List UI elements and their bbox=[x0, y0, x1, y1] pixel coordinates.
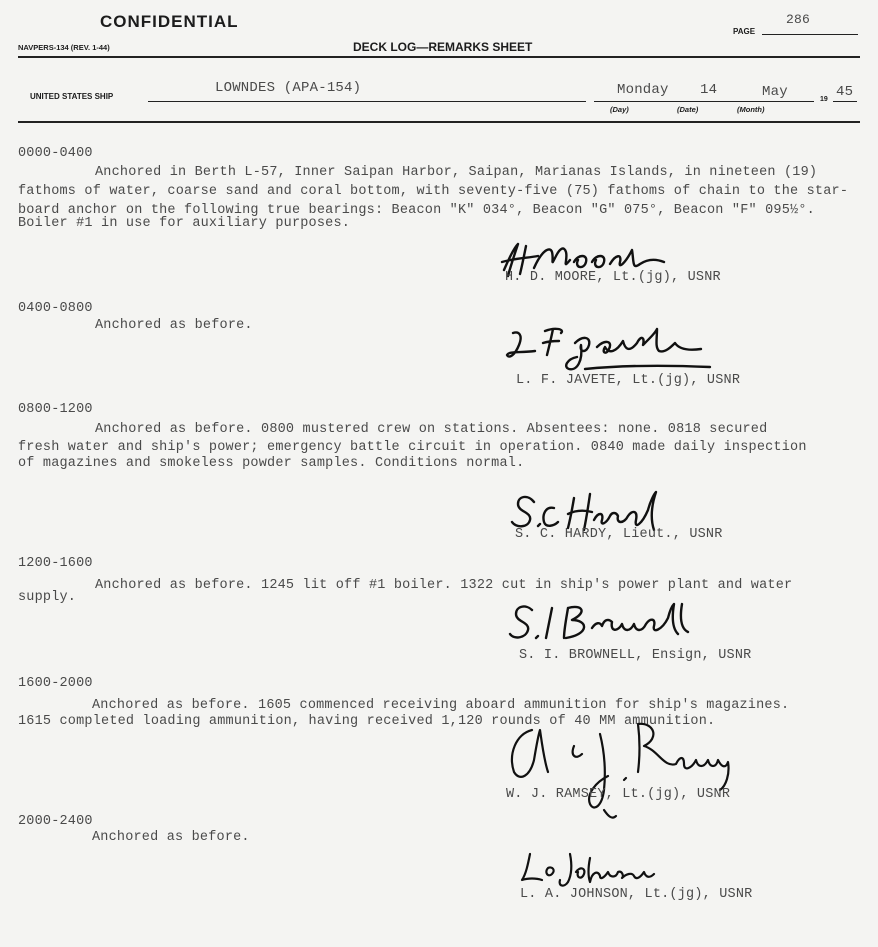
date-caption: (Date) bbox=[677, 105, 699, 114]
log-day: Monday bbox=[617, 82, 669, 98]
form-number: NAVPERS-134 (REV. 1-44) bbox=[18, 43, 110, 52]
ship-name: LOWNDES (APA-154) bbox=[215, 80, 362, 96]
remark-line: board anchor on the following true bearings: Beacon "K" 034°, Beacon "G" 075°, Beacon "F" 095½°. bbox=[18, 203, 815, 218]
date-line bbox=[594, 101, 814, 102]
officer-signature-name: L. A. JOHNSON, Lt.(jg), USNR bbox=[520, 887, 753, 902]
page-number: 286 bbox=[786, 12, 811, 27]
watch-period: 0400-0800 bbox=[18, 301, 93, 316]
page-number-line bbox=[762, 34, 858, 35]
log-year: 45 bbox=[836, 84, 854, 100]
remark-line: of magazines and smokeless powder samples. Conditions normal. bbox=[18, 456, 525, 471]
watch-period: 0800-1200 bbox=[18, 402, 93, 417]
remark-line: Anchored as before. bbox=[92, 830, 250, 845]
ship-label: UNITED STATES SHIP bbox=[30, 92, 114, 101]
month-caption: (Month) bbox=[737, 105, 765, 114]
day-caption: (Day) bbox=[610, 105, 629, 114]
year-line bbox=[833, 101, 857, 102]
log-date: 14 bbox=[700, 82, 718, 98]
officer-signature-name: H. D. MOORE, Lt.(jg), USNR bbox=[505, 270, 721, 285]
sheet-title: DECK LOG—REMARKS SHEET bbox=[353, 40, 533, 54]
header-top-rule bbox=[18, 56, 860, 58]
officer-signature-name: L. F. JAVETE, Lt.(jg), USNR bbox=[516, 373, 741, 388]
remark-line: Anchored as before. 1245 lit off #1 boiler. 1322 cut in ship's power plant and water bbox=[95, 578, 793, 593]
handwritten-signature bbox=[505, 325, 715, 380]
officer-signature-name: S. C. HARDY, Lieut., USNR bbox=[515, 527, 723, 542]
watch-period: 1600-2000 bbox=[18, 676, 93, 691]
watch-period: 2000-2400 bbox=[18, 814, 93, 829]
year-prefix: 19 bbox=[820, 96, 828, 103]
remark-line: fresh water and ship's power; emergency battle circuit in operation. 0840 made daily inspection bbox=[18, 440, 807, 455]
remark-line: Anchored as before. bbox=[95, 318, 253, 333]
header-bottom-rule bbox=[18, 121, 860, 123]
remark-line: Anchored as before. 1605 commenced receiving aboard ammunition for ship's magazines. bbox=[92, 698, 790, 713]
officer-signature-name: S. I. BROWNELL, Ensign, USNR bbox=[519, 648, 752, 663]
watch-period: 1200-1600 bbox=[18, 556, 93, 571]
remark-line: Anchored in Berth L-57, Inner Saipan Harbor, Saipan, Marianas Islands, in nineteen (19) bbox=[95, 165, 818, 180]
remark-line: Anchored as before. 0800 mustered crew on stations. Absentees: none. 0818 secured bbox=[95, 422, 768, 437]
remark-line: fathoms of water, coarse sand and coral bottom, with seventy-five (75) fathoms of chain to the star- bbox=[18, 184, 849, 199]
page-label: PAGE bbox=[733, 27, 756, 36]
officer-signature-name: W. J. RAMSEY, Lt.(jg), USNR bbox=[506, 787, 731, 802]
ship-name-line bbox=[148, 101, 586, 102]
remark-line: 1615 completed loading ammunition, having received 1,120 rounds of 40 MM ammunition. bbox=[18, 714, 716, 729]
remark-line: Boiler #1 in use for auxiliary purposes. bbox=[18, 216, 351, 231]
handwritten-signature bbox=[504, 720, 739, 830]
watch-period: 0000-0400 bbox=[18, 146, 93, 161]
handwritten-signature bbox=[508, 600, 693, 650]
classification-marking: CONFIDENTIAL bbox=[100, 12, 239, 31]
remark-line: supply. bbox=[18, 590, 77, 605]
log-month: May bbox=[762, 84, 788, 100]
